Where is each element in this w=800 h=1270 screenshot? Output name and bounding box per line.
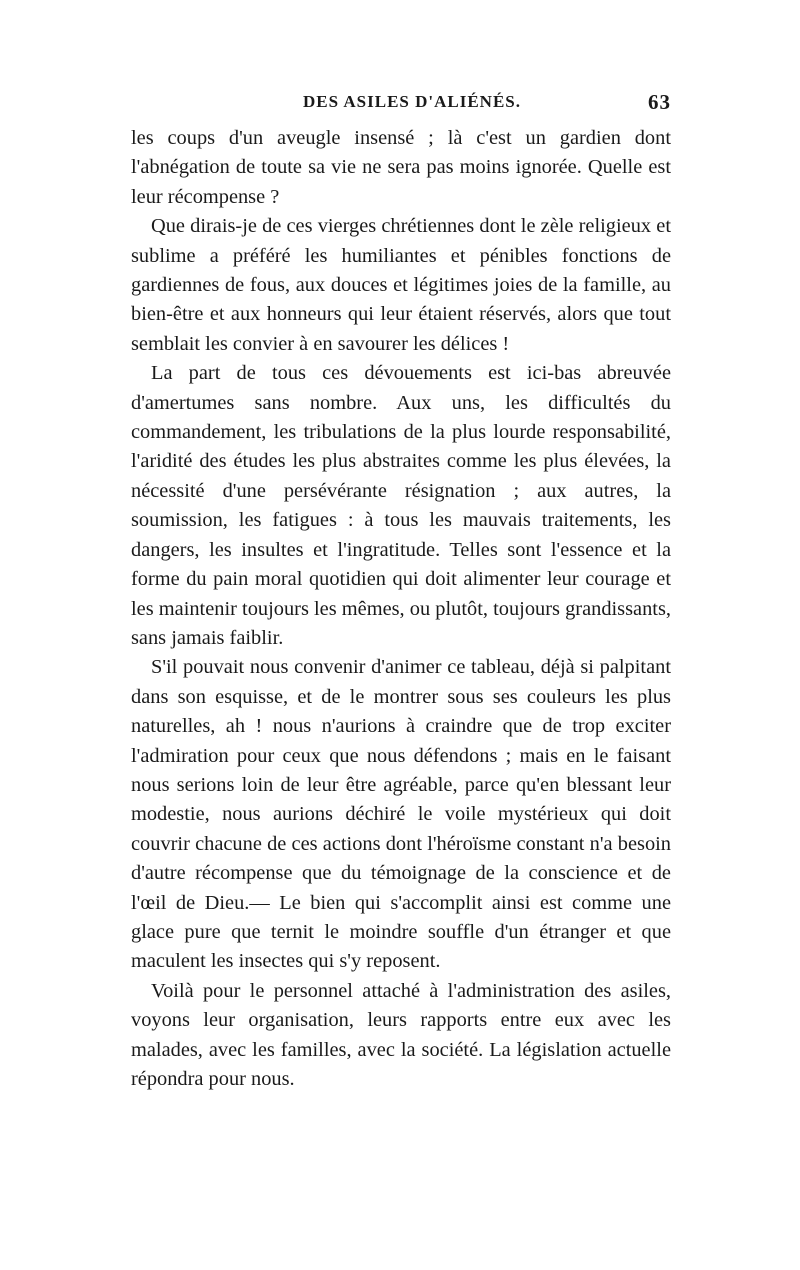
paragraph-1: les coups d'un aveugle insensé ; là c'est un gardien dont l'abnégation de toute sa vie ne sera pas moins ignorée. Quelle est leur récompense ? <box>131 127 671 208</box>
paragraph-5: Voilà pour le personnel attaché à l'administration des asiles, voyons leur organisation, leurs rapports entre eux avec les malades, avec les familles, avec la société. La législation actuelle répondra pour nous. <box>131 979 671 1090</box>
paragraph-2: Que dirais-je de ces vierges chrétiennes dont le zèle religieux et sublime a préféré les humiliantes et pénibles fonctions de gardiennes de fous, aux douces et légitimes joies de la famille, au bien-être et aux honneurs qui leur étaient réservés, alors que tout semblait les convier à en savourer les délices ! <box>131 215 671 355</box>
body-text <box>131 124 671 1094</box>
paragraph-3: La part de tous ces dévouements est ici-bas abreuvée d'amertumes sans nombre. Aux uns, les difficultés du commandement, les tribulations de la plus lourde responsabilité, l'aridité des études les plus abstraites comme les plus élevées, la nécessité d'une persévérante résignation ; aux autres, la soumission, les fatigues : à tous les mauvais traitements, les dangers, les insultes et l'ingratitude. Telles sont l'essence et la forme du pain moral quotidien qui doit alimenter leur courage et les maintenir toujours les mêmes, ou plutôt, toujours grandissants, sans jamais faiblir. <box>131 362 671 649</box>
running-title: DES ASILES D'ALIÉNÉS. <box>303 92 522 111</box>
book-page <box>131 88 671 1094</box>
page-number: 63 <box>648 90 671 114</box>
running-head <box>131 88 671 124</box>
paragraph-4: S'il pouvait nous convenir d'animer ce tableau, déjà si palpitant dans son esquisse, et de le montrer sous ses couleurs les plus naturelles, ah ! nous n'aurions à craindre que de trop exciter l'admiration pour ceux que nous défendons ; mais en le faisant nous serions loin de leur être agréable, parce qu'en blessant leur modestie, nous aurions déchiré le voile mystérieux qui doit couvrir chacune de ces actions dont l'héroïsme constant n'a besoin d'autre récompense que du témoignage de la conscience et de l'œil de Dieu.— Le bien qui s'accomplit ainsi est comme une glace pure que ternit le moindre souffle d'un étranger et que maculent les insectes qui s'y reposent. <box>131 656 671 973</box>
